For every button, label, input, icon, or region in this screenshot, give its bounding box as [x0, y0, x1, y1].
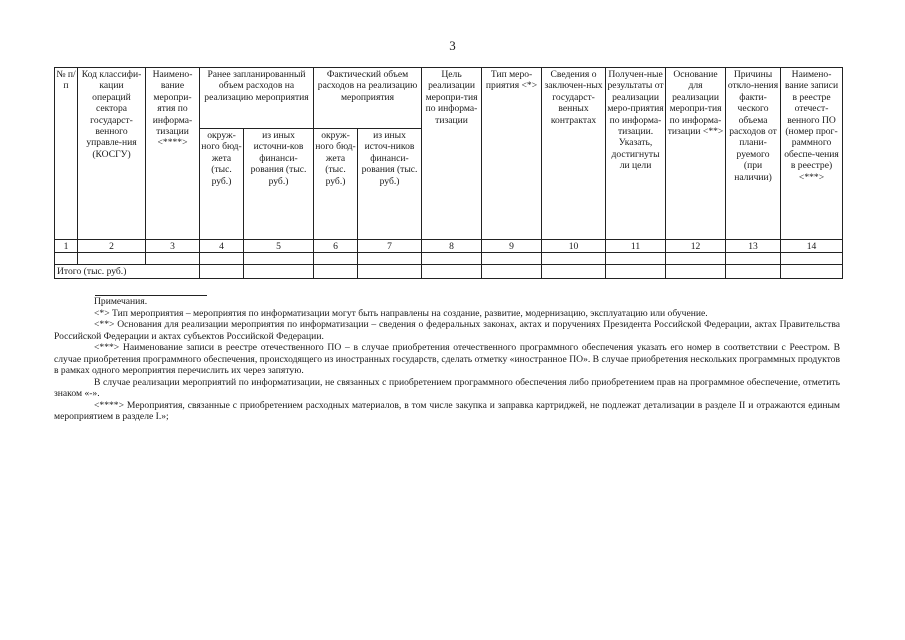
table-cell — [781, 265, 843, 279]
header-results: Получен-ные результаты от реализации меро-приятия по информа-тизации. Указать, достигнуты ли цели — [606, 68, 666, 240]
table-cell — [244, 265, 314, 279]
report-table — [54, 67, 843, 279]
notes-title: Примечания. — [94, 296, 148, 307]
column-number: 3 — [146, 240, 200, 253]
column-number: 10 — [542, 240, 606, 253]
header-contracts: Сведения о заключен-ных государст-венных контрактах — [542, 68, 606, 240]
column-number: 11 — [606, 240, 666, 253]
table-cell — [542, 265, 606, 279]
header-planned-other-sources: из иных источни-ков финанси-рования (тыс. руб.) — [244, 129, 314, 240]
table-cell — [422, 253, 482, 265]
column-number: 5 — [244, 240, 314, 253]
header-measure-name: Наимено-вание меропри-ятия по информа-тизации <****> — [146, 68, 200, 240]
table-cell — [244, 253, 314, 265]
table-cell — [666, 253, 726, 265]
table-cell — [314, 265, 358, 279]
table-cell — [606, 253, 666, 265]
header-software-registry: Наимено-вание записи в реестре отечест-венного ПО (номер прог-раммного обеспе-чения в реестре) <***> — [781, 68, 843, 240]
table-cell — [606, 265, 666, 279]
table-cell — [482, 253, 542, 265]
table-cell — [726, 253, 781, 265]
column-number: 14 — [781, 240, 843, 253]
table-cell — [78, 253, 146, 265]
note-item: <*> Тип мероприятия – мероприятия по информатизации могут быть направлены на создание, развитие, модернизацию, эксплуатацию или обучение. — [94, 307, 708, 319]
header-basis: Основание для реализации меропри-тия по информа-тизации <**> — [666, 68, 726, 240]
table-cell — [358, 265, 422, 279]
header-measure-type: Тип меро-приятия <*> — [482, 68, 542, 240]
note-item: <**> Основания для реализации мероприятия по информатизации – сведения о федеральных законах, актах и поручениях Президента Российской Федерации, актах Правительства Российской Федерации и актах субъектов Российской Федерации. — [54, 319, 840, 342]
header-actual-expenses: Фактический объем расходов на реализацию мероприятия — [314, 68, 422, 129]
table-cell — [146, 253, 200, 265]
table-cell — [200, 265, 244, 279]
header-actual-district-budget: окруж-ного бюд-жета (тыс. руб.) — [314, 129, 358, 240]
header-kosgu-code: Код классифи-кации операций сектора государст-венного управле-ния (КОСГУ) — [78, 68, 146, 240]
header-deviation-reasons: Причины откло-нения факти-ческого объема расходов от плани-руемого (при наличии) — [726, 68, 781, 240]
header-planned-district-budget: окруж-ного бюд-жета (тыс. руб.) — [200, 129, 244, 240]
table-cell — [666, 265, 726, 279]
notes-section — [54, 296, 840, 423]
header-planned-expenses: Ранее запланированный объем расходов на реализацию мероприятия — [200, 68, 314, 129]
total-row — [55, 265, 843, 279]
column-number: 12 — [666, 240, 726, 253]
table-cell — [55, 253, 78, 265]
table-cell — [542, 253, 606, 265]
table-cell — [422, 265, 482, 279]
table-cell — [200, 253, 244, 265]
table-cell — [314, 253, 358, 265]
total-label: Итого (тыс. руб.) — [55, 265, 200, 279]
table-cell — [781, 253, 843, 265]
column-number: 13 — [726, 240, 781, 253]
header-goal: Цель реализации меропри-тия по информа-тизации — [422, 68, 482, 240]
table-cell — [726, 265, 781, 279]
column-number: 4 — [200, 240, 244, 253]
column-number: 9 — [482, 240, 542, 253]
note-item: В случае реализации мероприятий по информатизации, не связанных с приобретением программного обеспечения либо приобретением прав на программное обеспечение, отметить знаком «-». — [54, 376, 840, 399]
table-cell — [482, 265, 542, 279]
column-number: 8 — [422, 240, 482, 253]
page-number: 3 — [449, 38, 456, 53]
header-actual-other-sources: из иных источ-ников финанси-рования (тыс. руб.) — [358, 129, 422, 240]
table-cell — [358, 253, 422, 265]
header-number: № п/п — [55, 68, 78, 240]
column-number: 2 — [78, 240, 146, 253]
note-item: <****> Мероприятия, связанные с приобретением расходных материалов, в том числе закупка и заправка картриджей, не подлежат детализации в разделе II и отражаются единым мероприятием в разделе I.»; — [54, 399, 840, 422]
note-item: <***> Наименование записи в реестре отечественного ПО – в случае приобретения отечественного программного обеспечения указать его номер в соответствии с Реестром. В случае приобретения программного обеспечения, происходящего из иностранных государств, сделать отметку «иностранное ПО». В случае приобретения нескольких программных продуктов в рамках одного мероприятия перечислить их через запятую. — [54, 342, 840, 376]
table-row — [55, 253, 843, 265]
column-number: 6 — [314, 240, 358, 253]
column-number: 7 — [358, 240, 422, 253]
column-number: 1 — [55, 240, 78, 253]
